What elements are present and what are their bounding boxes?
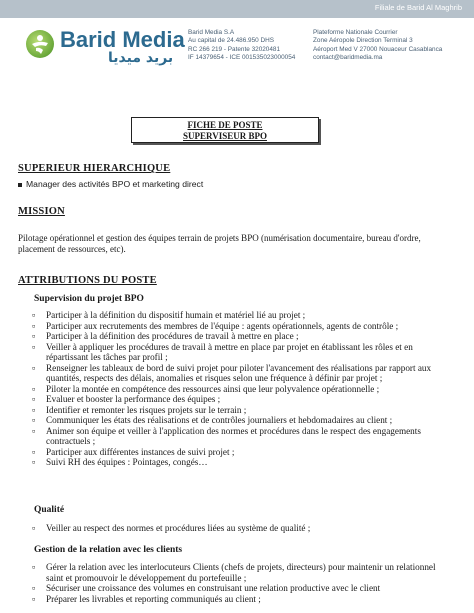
company-line: IF 14379654 - ICE 001535023000054 xyxy=(188,53,296,61)
bullet-icon: ▫ xyxy=(32,320,36,331)
bullet-icon: ▫ xyxy=(32,425,36,436)
relation-item xyxy=(32,583,452,594)
supervision-item xyxy=(32,342,452,363)
document-subtitle: SUPERVISEUR BPO xyxy=(183,131,267,141)
bullet-icon: ▫ xyxy=(32,331,36,341)
supervision-item-text: Evaluer et booster la performance des équipes ; xyxy=(46,394,221,404)
top-banner xyxy=(0,0,474,18)
bullet-icon: ▫ xyxy=(32,362,36,373)
supervision-item xyxy=(32,331,452,342)
qualite-heading: Qualité xyxy=(34,505,65,515)
relation-item xyxy=(32,594,452,605)
subsidiary-label: Filiale de Barid Al Maghrib xyxy=(374,3,462,12)
document-title-box xyxy=(131,117,319,143)
contact-email: contact@baridmedia.ma xyxy=(313,53,383,61)
supervision-item-text: Communiquer les états des réalisations et de contrôles journaliers et hebdomadaires au client ; xyxy=(46,415,393,425)
bullet-icon: ▫ xyxy=(32,383,36,394)
company-line: Au capital de 24.486.950 DHS xyxy=(188,37,274,45)
mission-text: Pilotage opérationnel et gestion des équipes terrain de projets BPO (numérisation documentaire, bureau d'ordre, placement de ressources, etc). xyxy=(18,233,421,254)
qualite-list xyxy=(32,523,452,534)
superieur-item xyxy=(18,179,203,189)
supervision-item-text: Piloter la montée en compétence des ressources ainsi que leur polyvalence opérationnelle ; xyxy=(46,383,380,394)
bullet-icon: ▫ xyxy=(32,593,36,604)
address-info xyxy=(313,29,442,62)
superieur-heading: SUPERIEUR HIERARCHIQUE xyxy=(18,163,171,174)
bullet-icon: ▫ xyxy=(32,394,36,404)
relation-heading: Gestion de la relation avec les clients xyxy=(34,545,183,555)
brand-name-arabic: بريد ميديا xyxy=(108,50,174,66)
superieur-item-text: Manager des activités BPO et marketing direct xyxy=(26,179,204,189)
bullet-icon: ▫ xyxy=(32,583,36,593)
supervision-item xyxy=(32,310,452,321)
supervision-item xyxy=(32,321,452,332)
address-line: Plateforme Nationale Courrier xyxy=(313,29,398,36)
supervision-item xyxy=(32,363,452,384)
relation-list xyxy=(32,562,452,604)
brand-name: Barid Media xyxy=(60,27,185,52)
relation-item xyxy=(32,562,452,583)
relation-item-text: Gérer la relation avec les interlocuteurs Clients (chefs de projets, directeurs) pour maintenir un relationnel saint et promouvoir le développement du portefeuille ; xyxy=(46,562,436,583)
supervision-item-text: Participer aux différentes instances de suivi projet ; xyxy=(46,446,235,457)
qualite-item-text: Veiller au respect des normes et procédures liées au système de qualité ; xyxy=(46,523,311,533)
bullet-icon: ▫ xyxy=(32,562,36,572)
bullet-icon: ▫ xyxy=(32,523,36,533)
supervision-item xyxy=(32,405,452,416)
qualite-item xyxy=(32,523,452,534)
bullet-icon xyxy=(18,183,22,187)
supervision-item-text: Animer son équipe et veiller à l'application des normes et procédures dans le respect des engagements contractuels ; xyxy=(46,425,421,446)
supervision-heading: Supervision du projet BPO xyxy=(34,294,144,304)
supervision-item-text: Participer à la définition du dispositif humain et matériel lié au projet ; xyxy=(46,310,306,320)
company-info xyxy=(188,29,295,62)
barid-media-logo-icon xyxy=(26,30,54,58)
bullet-icon: ▫ xyxy=(32,310,36,320)
bullet-icon: ▫ xyxy=(32,341,36,352)
supervision-item-text: Suivi RH des équipes : Pointages, congés… xyxy=(46,457,208,467)
supervision-item-text: Identifier et remonter les risques projets sur le terrain ; xyxy=(46,404,247,415)
supervision-item xyxy=(32,426,452,447)
relation-item-text: Préparer les livrables et reporting communiqués au client ; xyxy=(46,593,261,604)
supervision-item-text: Participer aux recrutements des membres de l'équipe : agents opérationnels, agents de contrôle ; xyxy=(46,320,399,331)
relation-item-text: Sécuriser une croissance des volumes en construisant une relation productive avec le client xyxy=(46,583,381,593)
supervision-list xyxy=(32,310,452,468)
bullet-icon: ▫ xyxy=(32,457,36,467)
supervision-item xyxy=(32,394,452,405)
company-line: RC 266 219 - Patente 32020481 xyxy=(188,45,281,53)
address-line: Aéroport Med V 27000 Nouaceur Casablanca xyxy=(313,45,443,53)
address-line: Zone Aéropole Direction Terminal 3 xyxy=(313,37,413,45)
bullet-icon: ▫ xyxy=(32,404,36,415)
company-line: Barid Media S.A xyxy=(188,29,235,36)
supervision-item xyxy=(32,447,452,458)
supervision-item-text: Renseigner les tableaux de bord de suivi projet pour piloter l'avancement des réalisations par rapport aux quantités, respects des délais, anomalies et risques selon une fréquence à définir par projet ; xyxy=(46,362,432,383)
document-title: FICHE DE POSTE xyxy=(187,120,263,130)
attributions-heading: ATTRIBUTIONS DU POSTE xyxy=(18,275,157,286)
supervision-item xyxy=(32,384,452,395)
supervision-item-text: Participer à la définition des procédures de travail à mettre en place ; xyxy=(46,331,299,341)
mission-heading: MISSION xyxy=(18,206,65,217)
bullet-icon: ▫ xyxy=(32,446,36,457)
supervision-item xyxy=(32,457,452,468)
bullet-icon: ▫ xyxy=(32,415,36,425)
supervision-item-text: Veiller à appliquer les procédures de travail à mettre en place par projet en établissant les rôles et en répartissant les tâches par profil ; xyxy=(46,341,413,362)
supervision-item xyxy=(32,415,452,426)
